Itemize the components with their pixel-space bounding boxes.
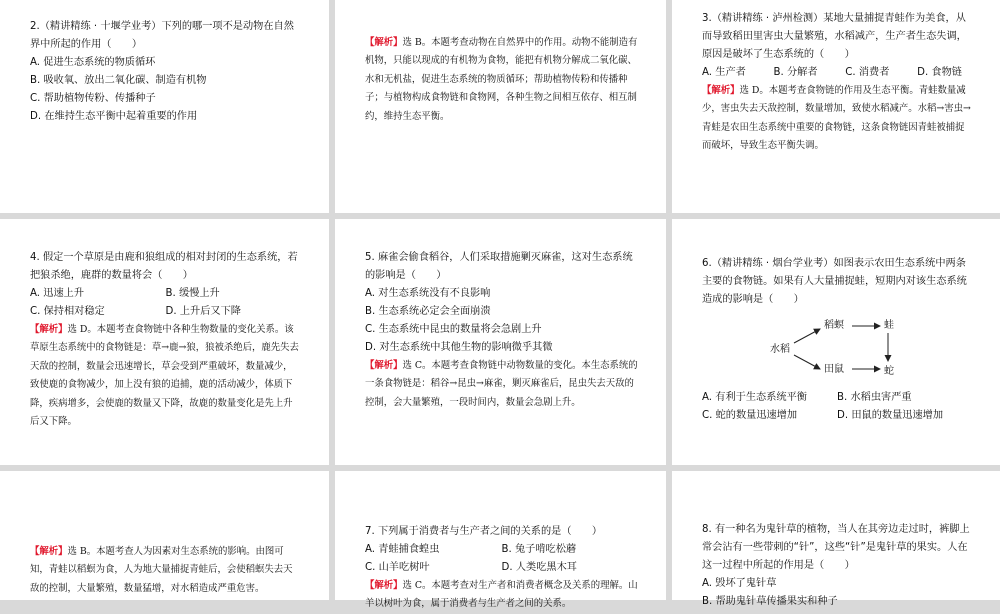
answer-6-analysis	[30, 543, 301, 598]
answer-2-analysis	[365, 34, 638, 126]
analysis-text: 选 B。本题考查人为因素对生态系统的影响。由图可知，青蛙以稻螟为食，人为地大量捕捉青蛙后，会使稻螟失去天敌的控制，大量繁殖，数量猛增，对水稻造成严重危害。	[30, 546, 293, 594]
analysis-tag: 【解析】	[365, 360, 403, 371]
question-4-options-row-2	[30, 303, 301, 321]
answer-5-analysis	[365, 357, 638, 412]
question-3-stem: 3.（精讲精练 · 泸州检测）某地大量捕捉青蛙作为美食，从而导致稻田里害虫大量繁殖，水稻减产，生产者生态失调，原因是破坏了生态系统的（ ）	[702, 13, 967, 60]
question-4-option-b: B. 缓慢上升	[165, 288, 220, 299]
question-6-option-c: C. 蛇的数量迅速增加	[702, 410, 798, 421]
question-7-panel	[335, 471, 666, 610]
question-2-option-c: C. 帮助植物传粉、传播种子	[30, 93, 156, 104]
question-6-panel	[672, 219, 1000, 465]
food-web-diagram	[702, 315, 972, 385]
analysis-tag: 【解析】	[30, 546, 68, 557]
question-7-option-d: D. 人类吃黑木耳	[501, 562, 577, 573]
node-snake: 蛇	[884, 366, 894, 377]
question-6-options-row-1	[702, 389, 972, 407]
question-5-option-c: C. 生态系统中昆虫的数量将会急剧上升	[365, 324, 542, 335]
analysis-tag: 【解析】	[702, 85, 740, 96]
question-6-option-a: A. 有利于生态系统平衡	[702, 392, 807, 403]
node-frog: 蛙	[884, 320, 894, 331]
analysis-text: 选 D。本题考查食物链的作用及生态平衡。青蛙数量减少，害虫失去天敌控制，数量增加，致使水稻减产。水稻→害虫→青蛙是农田生态系统中重要的食物链，这条食物链因青蛙被捕捉而破坏，导致生态平衡失调。	[702, 85, 971, 152]
question-4-options-row-1	[30, 285, 301, 303]
question-3-option-b: B. 分解者	[773, 67, 818, 78]
answer-3-analysis	[702, 82, 972, 156]
question-2-option-b: B. 吸收氧、放出二氧化碳、制造有机物	[30, 75, 207, 86]
answer-6-panel	[0, 471, 329, 600]
question-3-panel	[672, 0, 1000, 213]
answer-2-panel	[335, 0, 666, 213]
question-5-option-b: B. 生态系统必定会全面崩溃	[365, 306, 491, 317]
question-6-option-b: B. 水稻虫害严重	[837, 392, 912, 403]
question-6-option-d: D. 田鼠的数量迅速增加	[837, 410, 944, 421]
question-5-stem: 5. 麻雀会偷食稻谷，人们采取措施剿灭麻雀，这对生态系统的影响是（ ）	[365, 252, 633, 281]
question-7-option-c: C. 山羊吃树叶	[365, 562, 430, 573]
arrow-rice-to-locust	[794, 329, 820, 343]
question-4-option-a: A. 迅速上升	[30, 288, 85, 299]
analysis-tag: 【解析】	[365, 580, 403, 591]
question-3-option-c: C. 消费者	[845, 67, 890, 78]
analysis-tag: 【解析】	[30, 324, 68, 335]
question-5-option-a: A. 对生态系统没有不良影响	[365, 288, 491, 299]
question-6-options-row-2	[702, 407, 972, 425]
question-8-panel	[672, 471, 1000, 607]
question-7-option-a: A. 青蛙捕食蝗虫	[365, 544, 440, 555]
answer-7-analysis	[365, 577, 638, 614]
question-2-option-d: D. 在维持生态平衡中起着重要的作用	[30, 111, 198, 122]
question-6-stem: 6.（精讲精练 · 烟台学业考）如图表示农田生态系统中两条主要的食物链。如果有人大量捕捉蛙，短期内对该生态系统造成的影响是（ ）	[702, 258, 967, 305]
question-5-panel	[335, 219, 666, 465]
question-3-option-a: A. 生产者	[702, 67, 746, 78]
question-2-panel	[0, 0, 329, 213]
question-8-option-b: B. 帮助鬼针草传播果实和种子	[702, 596, 838, 607]
question-2-option-a: A. 促进生态系统的物质循环	[30, 57, 156, 68]
question-8-option-a: A. 毁坏了鬼针草	[702, 578, 777, 589]
question-7-stem: 7. 下列属于消费者与生产者之间的关系的是（ ）	[365, 526, 603, 537]
question-3-options	[702, 64, 972, 82]
question-7-options-row-2	[365, 559, 638, 577]
question-5-option-d: D. 对生态系统中其他生物的影响微乎其微	[365, 342, 553, 353]
analysis-tag: 【解析】	[365, 37, 403, 48]
question-2-stem: 2.（精讲精练 · 十堰学业考）下列的哪一项不是动物在自然界中所起的作用（ ）	[30, 21, 294, 50]
analysis-text: 选 B。本题考查动物在自然界中的作用。动物不能制造有机物，只能以现成的有机物为食物，能把有机物分解成二氧化碳、水和无机盐，促进生态系统的物质循环；帮助植物传粉和传播种子；与植物构成食物链和食物网，各种生物之间相互依存、相互制约，维持生态平衡。	[365, 37, 638, 122]
analysis-text: 选 C。本题考查食物链中动物数量的变化。本生态系统的一条食物链是：稻谷→昆虫→麻雀，剿灭麻雀后，昆虫失去天敌的控制，会大量繁殖，一段时间内，数量会急剧上升。	[365, 360, 638, 408]
question-4-stem: 4. 假定一个草原是由鹿和狼组成的相对封闭的生态系统，若把狼杀绝，鹿群的数量将会（ ）	[30, 252, 298, 281]
analysis-text: 选 D。本题考查食物链中各种生物数量的变化关系。该草原生态系统中的食物链是：草→鹿→狼，狼被杀绝后，鹿先失去天敌的控制，数量会迅速增长，草会受到严重破坏，数量减少，致使鹿的食物减少，加上没有狼的追捕，鹿的活动减少，体质下降，疾病增多，会使鹿的数量又下降，故鹿的数量变化是先上升后又下降。	[30, 324, 299, 428]
question-7-option-b: B. 兔子啃吃松蘑	[501, 544, 577, 555]
analysis-text: 选 C。本题考查对生产者和消费者概念及关系的理解。山羊以树叶为食，属于消费者与生产者之间的关系。	[365, 580, 638, 610]
question-7-options-row-1	[365, 541, 638, 559]
node-locust: 稻螟	[824, 320, 844, 331]
question-3-option-d: D. 食物链	[917, 67, 962, 78]
question-4-option-d: D. 上升后又下降	[165, 306, 241, 317]
question-8-stem: 8. 有一种名为鬼针草的植物，当人在其旁边走过时，裤脚上常会沾有一些带刺的“针”，这些“针”是鬼针草的果实。人在这一过程中所起的作用是（ ）	[702, 524, 970, 571]
node-mouse: 田鼠	[824, 364, 844, 375]
arrow-rice-to-mouse	[794, 355, 820, 369]
node-rice: 水稻	[770, 344, 790, 355]
question-4-option-c: C. 保持相对稳定	[30, 306, 105, 317]
answer-4-analysis	[30, 321, 301, 431]
question-4-panel	[0, 219, 329, 465]
